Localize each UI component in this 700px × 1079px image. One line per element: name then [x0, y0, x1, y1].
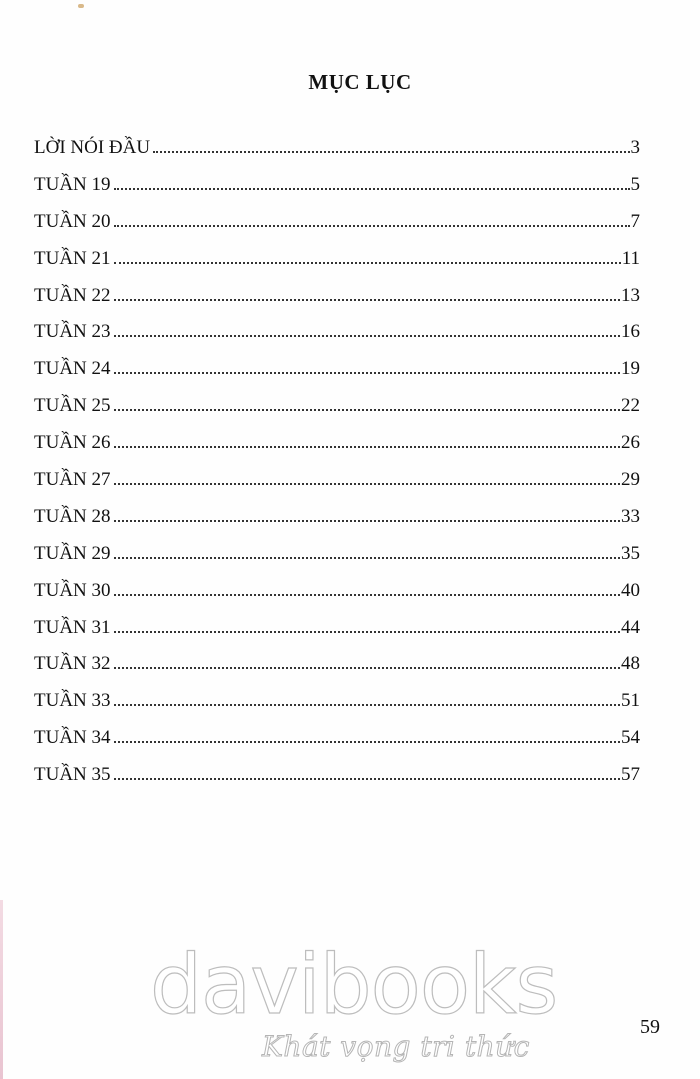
toc-entry-page: 51 — [621, 690, 640, 712]
toc-entry[interactable] — [34, 174, 640, 211]
toc-entry[interactable] — [34, 248, 640, 285]
toc-entry-label: TUẦN 19 — [34, 173, 111, 195]
toc-entry-label: LỜI NÓI ĐẦU — [34, 137, 151, 158]
toc-entry-label: TUẦN 35 — [34, 764, 111, 786]
toc-entry-label: TUẦN 31 — [34, 616, 111, 638]
toc-entry-page: 40 — [621, 579, 640, 601]
toc-entry-page: 35 — [621, 542, 640, 564]
dot-leader — [114, 483, 620, 485]
toc-entry[interactable] — [34, 727, 640, 764]
toc-entry-page: 13 — [621, 284, 640, 306]
toc-entry-label: TUẦN 22 — [34, 284, 111, 306]
watermark-logo: davibooks — [150, 938, 558, 1033]
dot-leader — [114, 594, 620, 596]
dot-leader — [114, 704, 620, 706]
table-of-contents — [34, 137, 640, 801]
page-number: 59 — [640, 1016, 660, 1038]
toc-entry-label: TUẦN 21 — [34, 247, 111, 269]
toc-entry-label: TUẦN 34 — [34, 727, 111, 749]
dot-leader — [114, 778, 620, 780]
toc-entry[interactable] — [34, 506, 640, 543]
toc-entry-page: 7 — [630, 210, 640, 232]
dot-leader — [114, 188, 630, 190]
dot-leader — [114, 262, 621, 264]
toc-entry-page: 33 — [621, 505, 640, 527]
dot-leader — [114, 631, 620, 633]
dot-leader — [114, 372, 620, 374]
toc-entry[interactable] — [34, 211, 640, 248]
toc-entry-label: TUẦN 30 — [34, 579, 111, 601]
page-title: MỤC LỤC — [308, 70, 412, 94]
toc-entry[interactable] — [34, 358, 640, 395]
toc-entry-page: 5 — [630, 173, 640, 195]
dot-leader — [114, 335, 620, 337]
toc-entry-page: 44 — [621, 616, 640, 638]
toc-entry[interactable] — [34, 321, 640, 358]
toc-entry-page: 22 — [621, 395, 640, 417]
toc-entry-label: TUẦN 29 — [34, 542, 111, 564]
toc-entry[interactable] — [34, 395, 640, 432]
watermark-tagline: Khát vọng tri thức — [262, 1030, 530, 1063]
toc-entry[interactable] — [34, 617, 640, 654]
dot-leader — [114, 446, 620, 448]
toc-entry-label: TUẦN 27 — [34, 469, 111, 491]
toc-entry[interactable] — [34, 764, 640, 801]
dot-leader — [114, 409, 620, 411]
toc-entry[interactable] — [34, 580, 640, 617]
dot-leader — [114, 741, 620, 743]
toc-entry-page: 16 — [621, 321, 640, 343]
toc-entry-label: TUẦN 20 — [34, 210, 111, 232]
page-edge-shadow — [0, 900, 3, 1079]
toc-entry-page: 48 — [621, 653, 640, 675]
dot-leader — [114, 299, 620, 301]
toc-entry-label: TUẦN 24 — [34, 358, 111, 380]
toc-entry[interactable] — [34, 137, 640, 174]
toc-entry-page: 11 — [621, 247, 640, 269]
print-mark — [78, 4, 84, 8]
dot-leader — [114, 225, 630, 227]
dot-leader — [153, 151, 629, 153]
toc-entry-page: 3 — [630, 137, 640, 158]
toc-entry[interactable] — [34, 469, 640, 506]
toc-entry-label: TUẦN 26 — [34, 432, 111, 454]
toc-entry-page: 29 — [621, 469, 640, 491]
toc-entry[interactable] — [34, 432, 640, 469]
toc-entry-label: TUẦN 25 — [34, 395, 111, 417]
toc-entry[interactable] — [34, 690, 640, 727]
toc-entry-label: TUẦN 32 — [34, 653, 111, 675]
toc-entry-page: 57 — [621, 764, 640, 786]
toc-entry-label: TUẦN 23 — [34, 321, 111, 343]
toc-entry-page: 19 — [621, 358, 640, 380]
toc-entry-label: TUẦN 28 — [34, 505, 111, 527]
dot-leader — [114, 557, 620, 559]
toc-entry-page: 26 — [621, 432, 640, 454]
toc-entry[interactable] — [34, 285, 640, 322]
toc-entry[interactable] — [34, 543, 640, 580]
dot-leader — [114, 520, 620, 522]
toc-entry[interactable] — [34, 653, 640, 690]
toc-entry-page: 54 — [621, 727, 640, 749]
toc-entry-label: TUẦN 33 — [34, 690, 111, 712]
dot-leader — [114, 667, 620, 669]
